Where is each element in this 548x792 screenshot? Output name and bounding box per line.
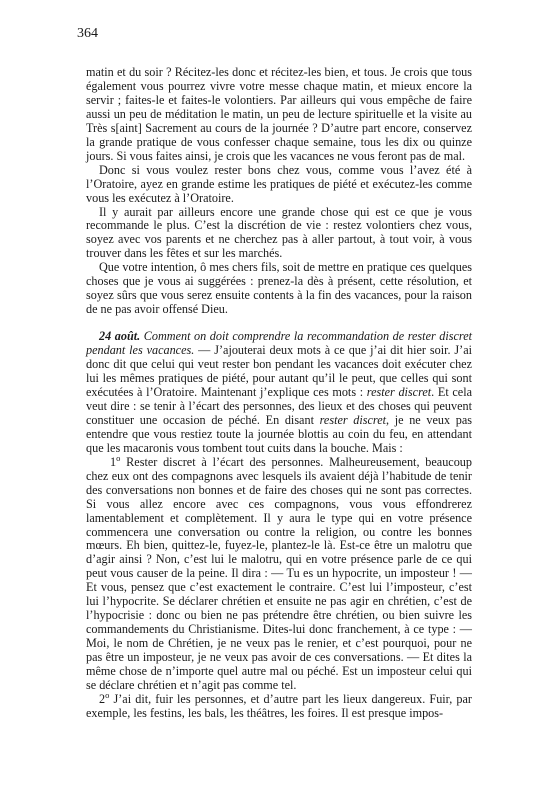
point-2-number: 2 — [99, 691, 106, 706]
point-1-text: Rester discret à l’écart des personnes. Malheureusement, beaucoup chez eux ont des compagnons avec lesquels ils avaient déjà l’habitude de tenir des conversations non bonnes et de faire des choses qui ne sont pas correctes. Si vous allez encore avec ces compagnons, vous vous effondrerez lamentablement et complètement. Il y aura le type qui en votre présence commencera une conversation ou contre la religion, ou contre les bonnes mœurs. Eh bien, quittez-le, fuyez-le, plantez-le là. Est-ce être un malotru que d’agir ainsi ? Non, c’est lui le malotru, qui en votre présence parle de ce qui peut vous causer de la peine. Il dira : — Tu es un hypocrite, un imposteur ! — Et vous, pensez que c’est exactement le contraire. C’est lui l’imposteur, c’est lui l’hypocrite. Se déclarer chrétien et ensuite ne pas agir en chrétien, c’est de l’hypocrisie : donc ou bien ne pas prétendre être chrétien, ou bien suivre les commandements du Christianisme. Dites-lui donc franchement, à ce type : — Moi, le nom de Chrétien, je ne veux pas le renier, et c’est pourquoi, pour ne pas être un imposteur, je ne veux pas avoir de ces conversations. — Et dites la même chose de n’importe quel autre mal ou péché. Est un imposteur celui qui se déclare chrétien et n’agit pas comme tel. — [86, 454, 472, 692]
entry-text-b: . Et cela veut dire : se tenir à l’écart des personnes, des lieux et des choses qui peuvent constituer une occasion de péché. En disant — [86, 384, 473, 427]
page-number: 364 — [77, 26, 98, 41]
paragraph-3: Il y aurait par ailleurs encore une grande chose qui est ce que je vous recommande le plus. C’est la discrétion de vie : restez volontiers chez vous, soyez avec vos parents et ne cherchez pas à aller partout, à tout voir, à vous trouver dans les fêtes et sur les marchés. — [86, 204, 472, 261]
point-2-ordinal: o — [105, 689, 110, 700]
paragraph-dated-entry — [86, 330, 472, 456]
entry-text-c: , je ne veux pas entendre que vous restiez toute la journée blottis au coin du feu, en attendant que les macaronis vous tombent tout cuits dans la bouche. Mais : — [86, 412, 472, 455]
point-1 — [86, 452, 472, 693]
entry-italic-2: rester discret — [319, 412, 386, 427]
point-2 — [86, 689, 472, 721]
paragraph-1: matin et du soir ? Récitez-les donc et récitez-les bien, et tous. Je crois que tous également vous pourrez vivre votre messe chaque matin, et mieux encore la servir ; faites-le et faites-le volontiers. Par ailleurs qui vous empêche de faire aussi un peu de méditation le matin, un peu de lecture spirituelle et la visite au Très s[aint] Sacrement au cours de la journée ? D’autre part encore, conservez la grande pratique de vous confesser chaque semaine, tous les dix ou quinze jours. Si vous faites ainsi, je crois que les vacances ne vous feront pas de mal. — [86, 65, 472, 163]
paragraph-4: Que votre intention, ô mes chers fils, soit de mettre en pratique ces quelques choses que je vous ai suggérées : prenez-la dès à présent, cette résolution, et soyez sûrs que vous serez ensuite contents à la fin des vacances, pour la raison de ne pas avoir offensé Dieu. — [86, 260, 472, 317]
point-1-number: 1 — [110, 454, 117, 469]
point-2-text: J’ai dit, fuir les personnes, et d’autre part les lieux dangereux. Fuir, par exemple, les festins, les bals, les théâtres, les foires. Il est presque impos- — [86, 691, 472, 720]
body-text — [86, 66, 472, 721]
entry-date: 24 août. — [99, 329, 141, 344]
entry-text-a: — J’ajouterai deux mots à ce que j’ai dit hier soir. J’ai donc dit que celui qui veut rester bon pendant les vacances doit exécuter chez lui les mêmes pratiques de piété, pour autant qu’il le peut, que celles qui sont exécutées à l’Oratoire. Maintenant j’explique ces mots : — [86, 343, 472, 399]
paragraph-2: Donc si vous voulez rester bons chez vous, comme vous l’avez été à l’Oratoire, ayez en grande estime les pratiques de piété et exécutez-les comme vous les exécutez à l’Oratoire. — [86, 162, 472, 205]
entry-heading: Comment on doit comprendre la recommandation de rester discret pendant les vacances. — [86, 329, 473, 358]
entry-italic-1: rester discret — [366, 384, 432, 399]
point-1-ordinal: o — [116, 452, 121, 463]
